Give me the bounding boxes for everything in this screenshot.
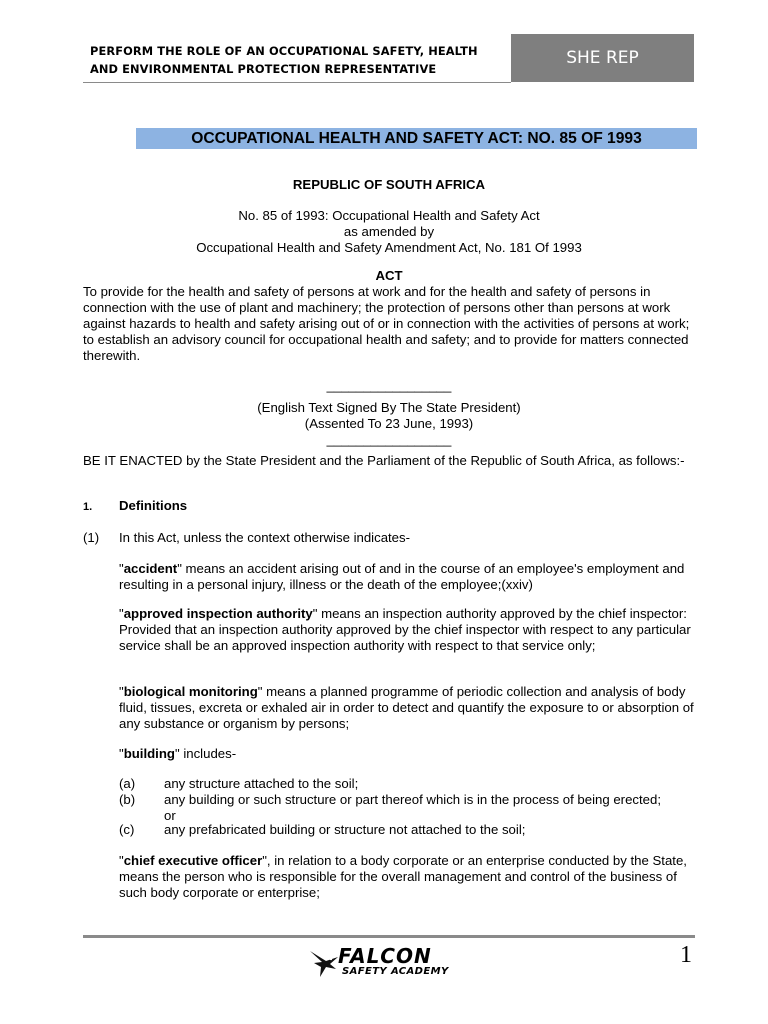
building-item-text: any structure attached to the soil; <box>164 776 359 791</box>
act-preamble: To provide for the health and safety of persons at work and for the health and safety of persons in connection with the use of plant and machinery; the protection of persons other than persons at work against hazards to health and safety arising out of or in connection with the activities of persons at work; to establish an advisory council for occupational health and safety; and to provide for matters connected therewith. <box>83 284 690 363</box>
building-item-label: (b) <box>119 792 136 807</box>
definition-approved-inspection-authority: "approved inspection authority" means an inspection authority approved by the chief inspector: Provided that an inspection authority approved by the chief inspector with respect to any particular service shall be an approved inspection authority with respect to that service only; <box>119 606 691 653</box>
act-subtitle <box>83 208 695 256</box>
definition-text: means a planned programme of periodic collection and analysis of body fluid, tissues, excreta or exhaled air in order to detect and quantify the exposure to or absorption of any substance or organism by persons; <box>119 684 694 731</box>
section-title: Definitions <box>119 498 188 513</box>
logo-subtitle: SAFETY ACADEMY <box>342 966 449 977</box>
clause-text: In this Act, unless the context otherwise indicates- <box>119 530 411 545</box>
definition-term: accident <box>123 561 178 576</box>
building-item-text: any prefabricated building or structure not attached to the soil; <box>164 822 526 837</box>
subtitle-line3: Occupational Health and Safety Amendment Act, No. 181 Of 1993 <box>196 240 582 255</box>
separator-bottom: _________________ <box>326 432 452 447</box>
she-rep-badge: SHE REP <box>511 34 694 82</box>
signed-note: (English Text Signed By The State President) <box>257 400 521 415</box>
falcon-bird-icon <box>308 947 342 981</box>
building-item-label: (a) <box>119 776 136 791</box>
section-number: 1. <box>83 501 93 513</box>
act-title: OCCUPATIONAL HEALTH AND SAFETY ACT: NO. 85 OF 1993 <box>136 128 697 149</box>
definition-term: chief executive officer <box>123 853 263 868</box>
header-divider <box>83 82 511 83</box>
definition-text: , in relation to a body corporate or an enterprise conducted by the State, means the person who is responsible for the overall management and control of the business of such body corporate or enterprise; <box>119 853 687 900</box>
definition-accident: "accident" means an accident arising out of and in the course of an employee's employment and resulting in a personal injury, illness or the death of the employee;(xxiv) <box>119 561 685 592</box>
header-title-line2: AND ENVIRONMENTAL PROTECTION REPRESENTATIVE <box>90 62 437 76</box>
falcon-logo <box>308 945 468 981</box>
enactment-clause: BE IT ENACTED by the State President and the Parliament of the Republic of South Africa, as follows:- <box>83 453 685 468</box>
definition-term: approved inspection authority <box>123 606 313 621</box>
building-item-text: any building or such structure or part thereof which is in the process of being erected; or <box>164 792 661 823</box>
definition-building: "building" includes- <box>119 746 237 761</box>
definition-biological-monitoring: "biological monitoring" means a planned programme of periodic collection and analysis of body fluid, tissues, excreta or exhaled air in order to detect and quantify the exposure to or absorption of any substance or organism by persons; <box>119 684 694 731</box>
separator-top: _________________ <box>326 378 452 393</box>
logo-brand: FALCON <box>338 944 432 968</box>
definition-text: means an accident arising out of and in the course of an employee's employment and resulting in a personal injury, illness or the death of the employee;(xxiv) <box>119 561 685 592</box>
definition-text: includes- <box>179 746 237 761</box>
definition-term: building <box>123 746 175 761</box>
clause-number: (1) <box>83 530 100 545</box>
subtitle-line2: as amended by <box>343 224 435 239</box>
assented-note: (Assented To 23 June, 1993) <box>304 416 474 431</box>
definition-text: means an inspection authority approved by the chief inspector: Provided that an inspection authority approved by the chief inspector with respect to any particular service shall be an approved inspection authority with respect to that service only; <box>119 606 691 653</box>
republic-heading: REPUBLIC OF SOUTH AFRICA <box>292 177 486 192</box>
header-title <box>90 42 510 78</box>
definition-term: biological monitoring <box>123 684 258 699</box>
building-item-label: (c) <box>119 822 135 837</box>
subtitle-line1: No. 85 of 1993: Occupational Health and Safety Act <box>238 208 540 223</box>
act-heading: ACT <box>375 268 403 283</box>
page-number: 1 <box>680 942 692 968</box>
definition-chief-executive-officer: "chief executive officer", in relation to a body corporate or an enterprise conducted by the State, means the person who is responsible for the overall management and control of the business of such body corporate or enterprise; <box>119 853 687 900</box>
header-title-line1: PERFORM THE ROLE OF AN OCCUPATIONAL SAFETY, HEALTH <box>90 44 478 58</box>
footer-divider <box>83 935 695 938</box>
